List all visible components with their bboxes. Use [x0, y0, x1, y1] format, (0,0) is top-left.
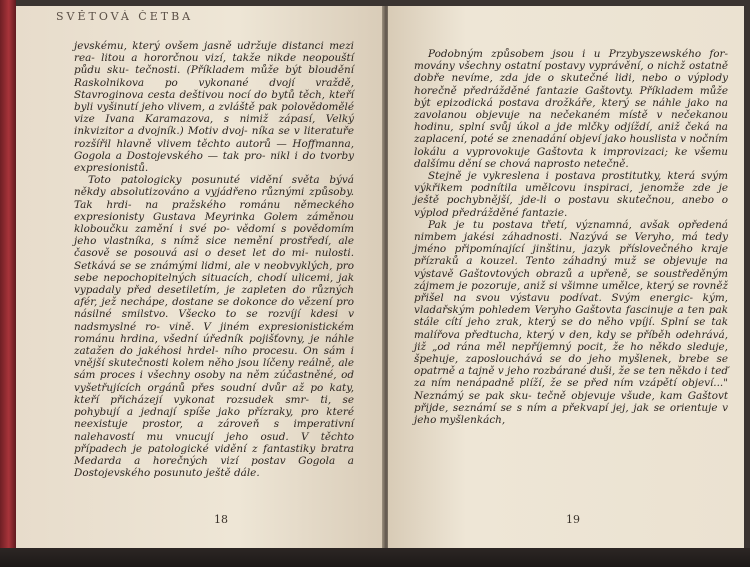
paragraph: jevskému, který ovšem jasně udržuje distanci mezi rea- litou a hororčnou vizí, takže nikde neopouští půdu sku- tečnosti. (Příkladem může být bloudění Raskolnikova po vykonané dvojí vraždě, Stavroginova cesta deštivou nocí do bytů těch, kteří byli vyšinutí jeho vlivem, a zvláště pak polovědomělé vize Ivana Karamazova, s nimiž zápasí, Velký inkvizitor a dvojník.) Motiv dvoj- níka se v literatuře rozšířil hlavně vlivem těchto autorů — Hoffmanna, Gogola a Dostojevského — tak pro- nikl i do tvorby expresionistů.: [74, 40, 354, 175]
running-head: SVĚTOVÁ ČETBA: [56, 10, 194, 22]
table-surface: [0, 548, 750, 567]
paragraph: Toto patologicky posunuté vidění světa bývá někdy absolutizováno a vyjádřeno různými způsoby. Tak hrdi- na pražského románu německého expresionisty Gustava Meyrinka Golem záměnou kloboučku zamění i své po- vědomí s povědomím jeho vlastníka, s nímž sice nemění prostředí, ale časově se posouvá asi o deset let do mi- nulosti. Setkává se se známými lidmi, ale v neobvyklých, pro sebe nepochopitelných situacích, chodí ulicemi, jak vypadaly před desetiletím, je zapleten do různých afér, jež nechápe, dostane se dokonce do vězení pro násilné smilstvo. Všecko to se rozvíjí kdesi v nadsmyslné ro- vině. V jiném expresionistickém románu hrdina, všední úředník pojišťovny, je náhle zatažen do jakéhosi hrdel- ního procesu. On sám i vnější skutečnosti kolem něho jsou líčeny reálně, ale sám proces i všechny osoby na něm zúčastněné, od vyšetřujících orgánů přes soudní dvůr až po katy, kteří přicházejí vykonat rozsudek smr- ti, se pohybují a jednají spíše jako přízraky, pro které neexistuje prostor, a zároveň s imperativní nalehavostí mu vnucují jeho osud. V těchto případech je patologické vidění z fantastiky bratra Medarda a horečných vizí postav Gogola a Dostojevského posunuto ještě dále.: [74, 174, 354, 480]
paragraph: Pak je tu postava třetí, významná, avšak opředená nimbem jakési záhadnosti. Nazývá se Veryho, má tedy jméno připomínající jinštinu, jazyk příslovečného kraje přízraků a kouzel. Tento záhadný muž se objevuje na výstavě Gaštovtových obrazů a upřeně, se soustředěným zájmem je pozoruje, aniž si všimne umělce, který se rovněž přišel na svou výstavu podívat. Svým energic- kým, vladařským pohledem Veryho Gaštovta fascinuje a ten pak stále cítí jeho zrak, který se do něho vpíjí. Splní se tak malířova předtucha, který v den, kdy se příběh odehrává, již „od rána měl nepříjemný pocit, že ho někdo sleduje, špehuje, zaposlouchává se do jeho myšlenek, brebe se opatrně a tajně v jeho rozbárané duši, že se ten někdo i teď za ním nenápadně plíží, že se před ním vzápětí objeví..." Neznámý se pak sku- tečně objevuje všude, kam Gaštovt přijde, seznámí se s ním a překvapí jej, jak se orientuje v jeho myšlenkách,: [414, 218, 728, 427]
page-number: 19: [566, 513, 580, 526]
left-page: [16, 6, 384, 548]
right-page-text: [414, 48, 728, 426]
left-page-text: [74, 40, 354, 479]
right-page: [388, 6, 744, 548]
paragraph: Podobným způsobem jsou i u Przybyszewského for- movány všechny ostatní postavy vyprávění, o nichž ostatně dobře nevíme, zda jde o skutečné lidi, nebo o výplody horečně předrážděné fantazie Gaštovty. Příkladem může být epizodická postava drožkáře, který se náhle jako na zavolanou objevuje na nečekaném místě v nečekanou hodinu, splní svůj úkol a jde mlčky odjíždí, aniž čeká na zaplacení, poté se znenadání objeví jako houslista v nočním lokálu a vyprovokuje Gaštovta k improvizaci; ke všemu dalšímu dění se chová naprosto netečně.: [414, 48, 728, 170]
page-number: 18: [214, 513, 228, 526]
book-cover-edge: [0, 0, 16, 567]
paragraph: Stejně je vykreslena i postava prostitutky, která svým výkřikem podnítila umělcovu inspiraci, jenomže zde je ještě pochybnější, jde-li o postavu skutečnou, anebo o výplod předrážděné fantazie.: [414, 170, 728, 219]
